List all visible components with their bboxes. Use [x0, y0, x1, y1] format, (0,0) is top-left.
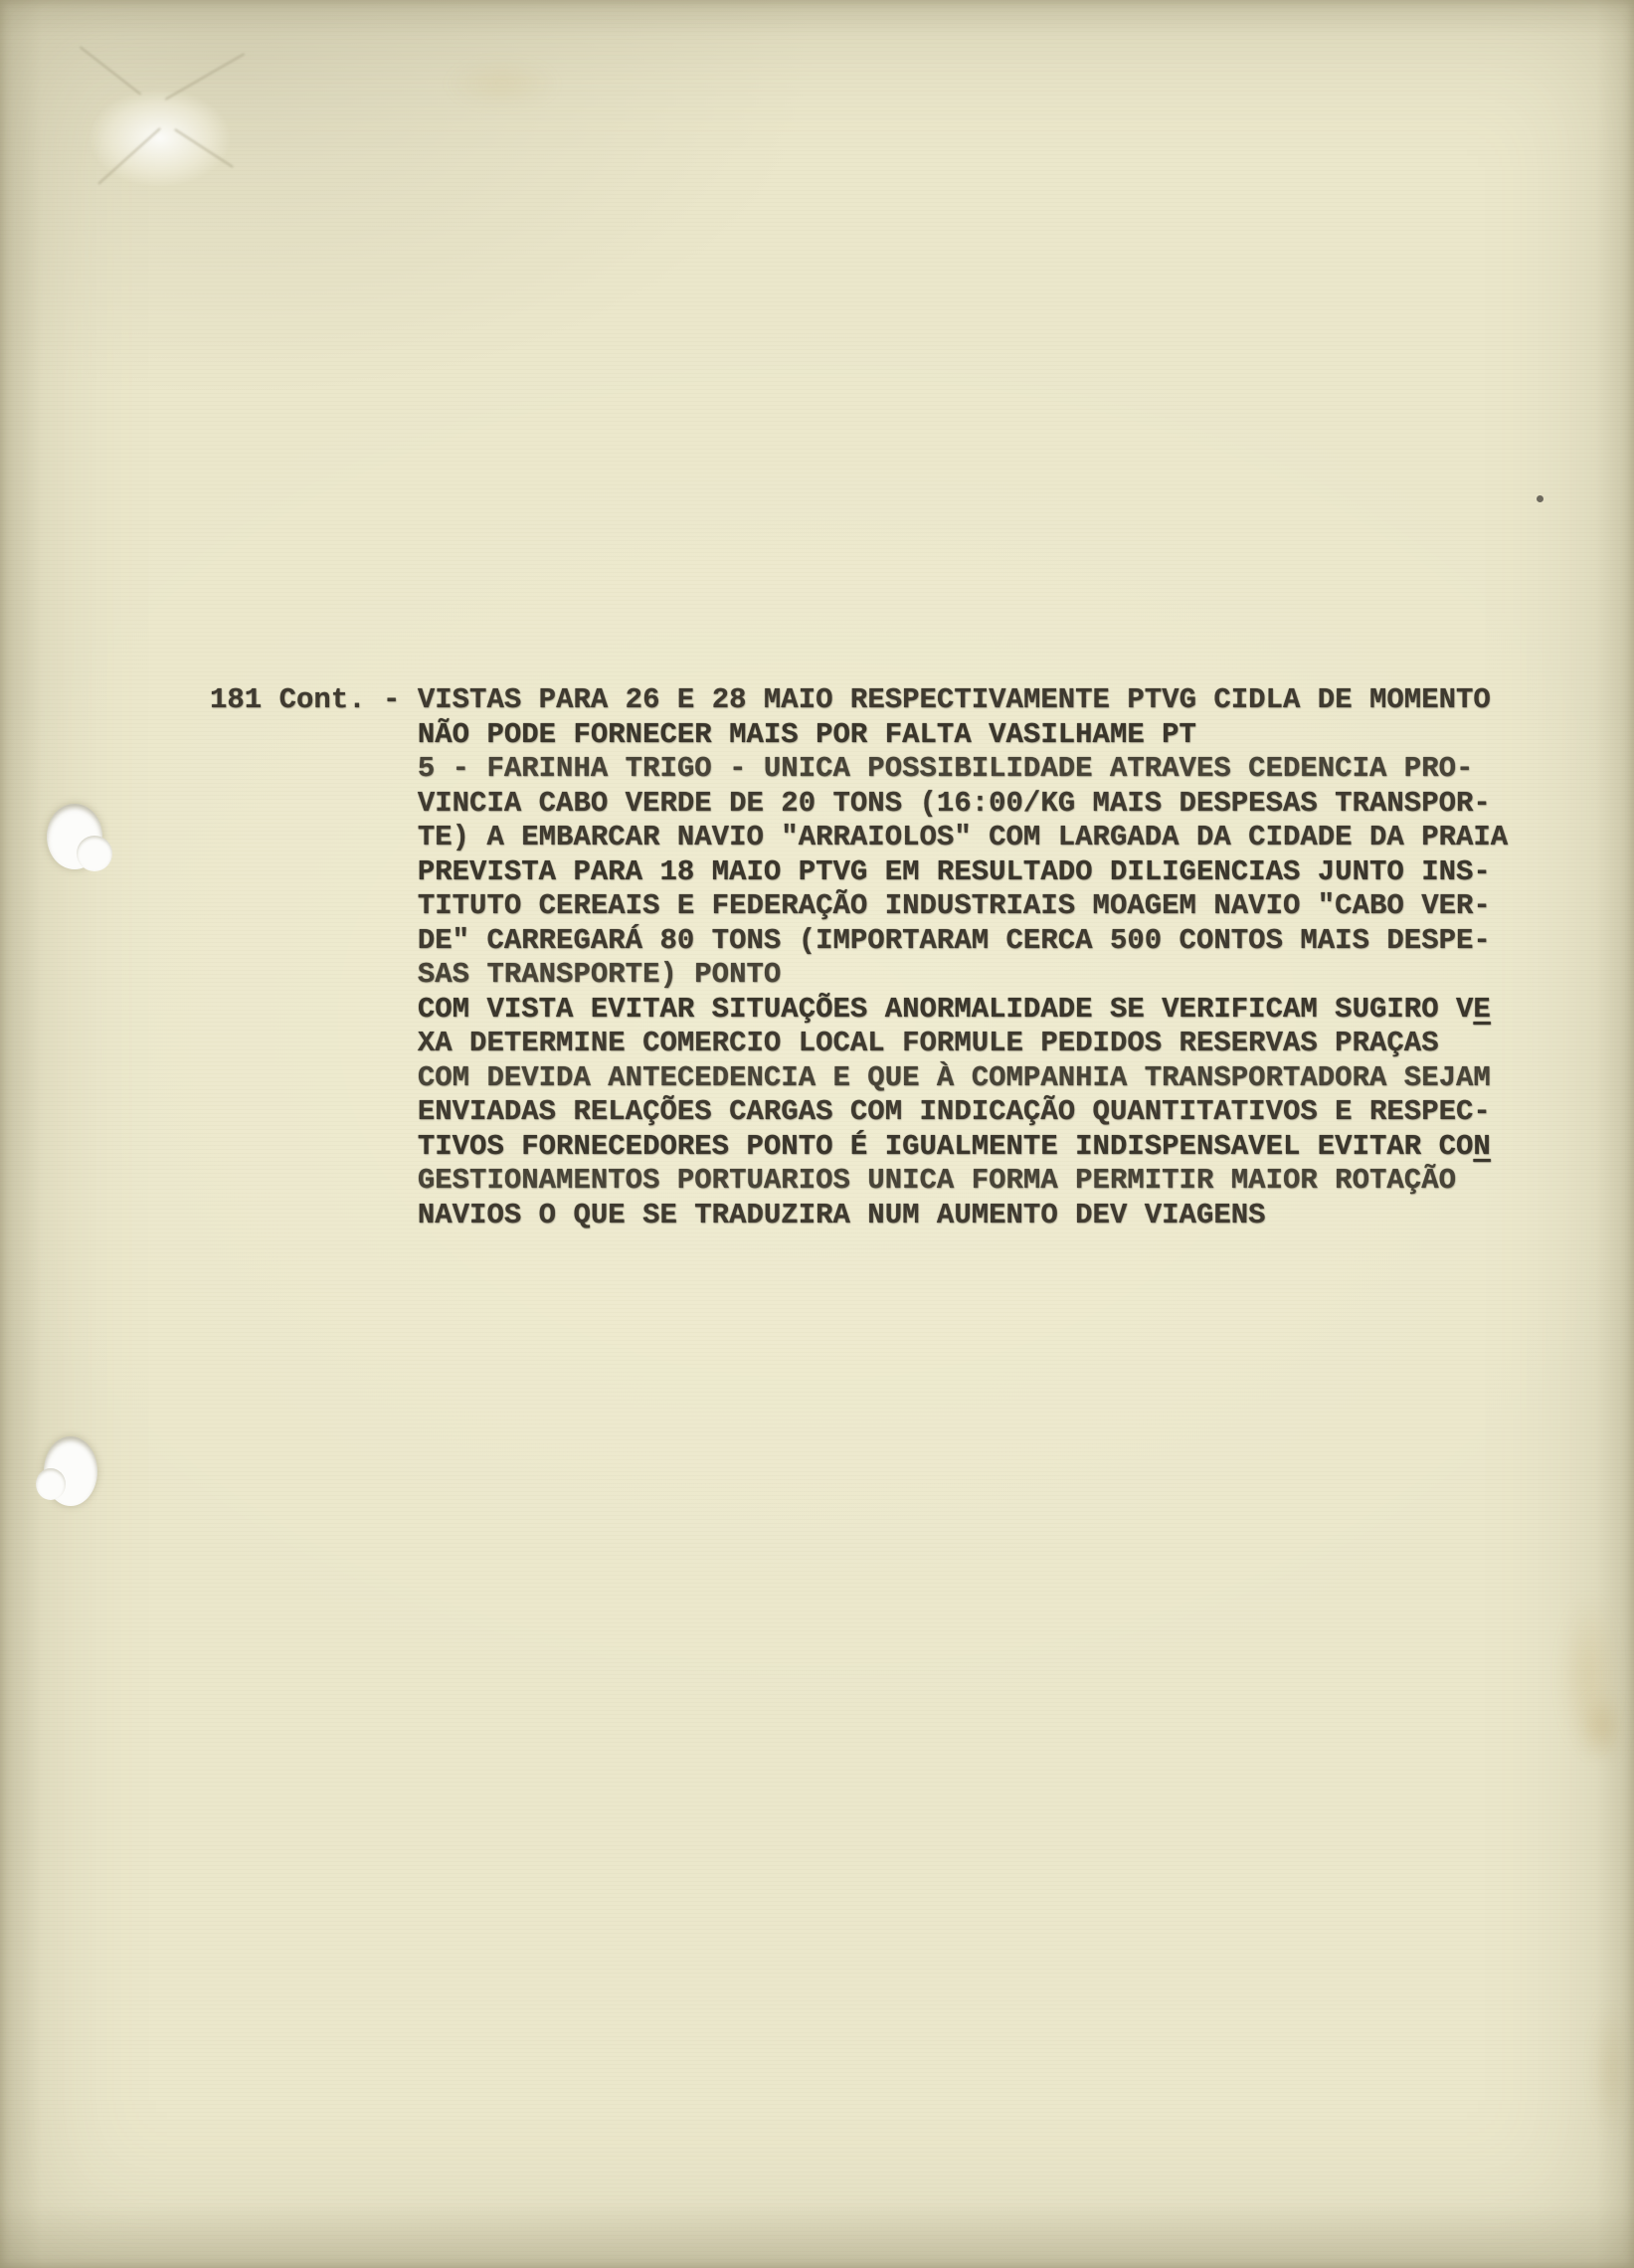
- paper-stain: [1571, 1679, 1633, 1775]
- text-line-13: ENVIADAS RELAÇÕES CARGAS COM INDICAÇÃO QUANTITATIVOS E RESPEC-: [417, 1095, 1491, 1128]
- text-line-15: GESTIONAMENTOS PORTUARIOS UNICA FORMA PERMITIR MAIOR ROTAÇÃO: [417, 1164, 1456, 1197]
- text-line-3: 5 - FARINHA TRIGO - UNICA POSSIBILIDADE ATRAVES CEDENCIA PRO-: [417, 752, 1474, 785]
- paper-crease: [80, 46, 142, 95]
- telegram-text-block: [210, 683, 1508, 1232]
- text-line-7: TITUTO CEREAIS E FEDERAÇÃO INDUSTRIAIS MOAGEM NAVIO "CABO VER-: [417, 889, 1491, 922]
- text-line-1: 181 Cont. - VISTAS PARA 26 E 28 MAIO RESPECTIVAMENTE PTVG CIDLA DE MOMENTO: [210, 683, 1491, 716]
- paper-crease: [174, 128, 234, 168]
- text-line-4: VINCIA CABO VERDE DE 20 TONS (16:00/KG MAIS DESPESAS TRANSPOR-: [417, 786, 1491, 820]
- staple-mark: [62, 52, 251, 201]
- text-line-12: COM DEVIDA ANTECEDENCIA E QUE À COMPANHIA TRANSPORTADORA SEJAM: [417, 1060, 1491, 1094]
- text-line-5: TE) A EMBARCAR NAVIO "ARRAIOLOS" COM LARGADA DA CIDADE DA PRAIA: [417, 821, 1509, 853]
- punch-hole-top: [47, 804, 102, 869]
- text-line-9: SAS TRANSPORTE) PONTO: [417, 958, 782, 991]
- entry-number: 181 Cont. -: [210, 683, 418, 716]
- ink-speck: [1537, 495, 1543, 502]
- paper-stain: [428, 52, 577, 115]
- text-line-8: DE" CARREGARÁ 80 TONS (IMPORTARAM CERCA 500 CONTOS MAIS DESPE-: [417, 923, 1491, 957]
- text-line-10: COM VISTA EVITAR SITUAÇÕES ANORMALIDADE SE VERIFICAM SUGIRO VE: [417, 992, 1491, 1026]
- paper-crease: [97, 127, 161, 185]
- text-line-14: TIVOS FORNECEDORES PONTO É IGUALMENTE INDISPENSAVEL EVITAR CON: [417, 1129, 1491, 1163]
- punch-hole-bottom: [44, 1436, 97, 1506]
- paper-stain: [1585, 1980, 1634, 2159]
- paper-crease: [165, 53, 246, 100]
- text-line-11: XA DETERMINE COMERCIO LOCAL FORMULE PEDIDOS RESERVAS PRAÇAS: [417, 1027, 1439, 1059]
- text-line-16: NAVIOS O QUE SE TRADUZIRA NUM AUMENTO DEV VIAGENS: [417, 1198, 1266, 1231]
- text-line-2: NÃO PODE FORNECER MAIS POR FALTA VASILHAME PT: [417, 717, 1196, 751]
- text-line-6: PREVISTA PARA 18 MAIO PTVG EM RESULTADO DILIGENCIAS JUNTO INS-: [417, 854, 1491, 888]
